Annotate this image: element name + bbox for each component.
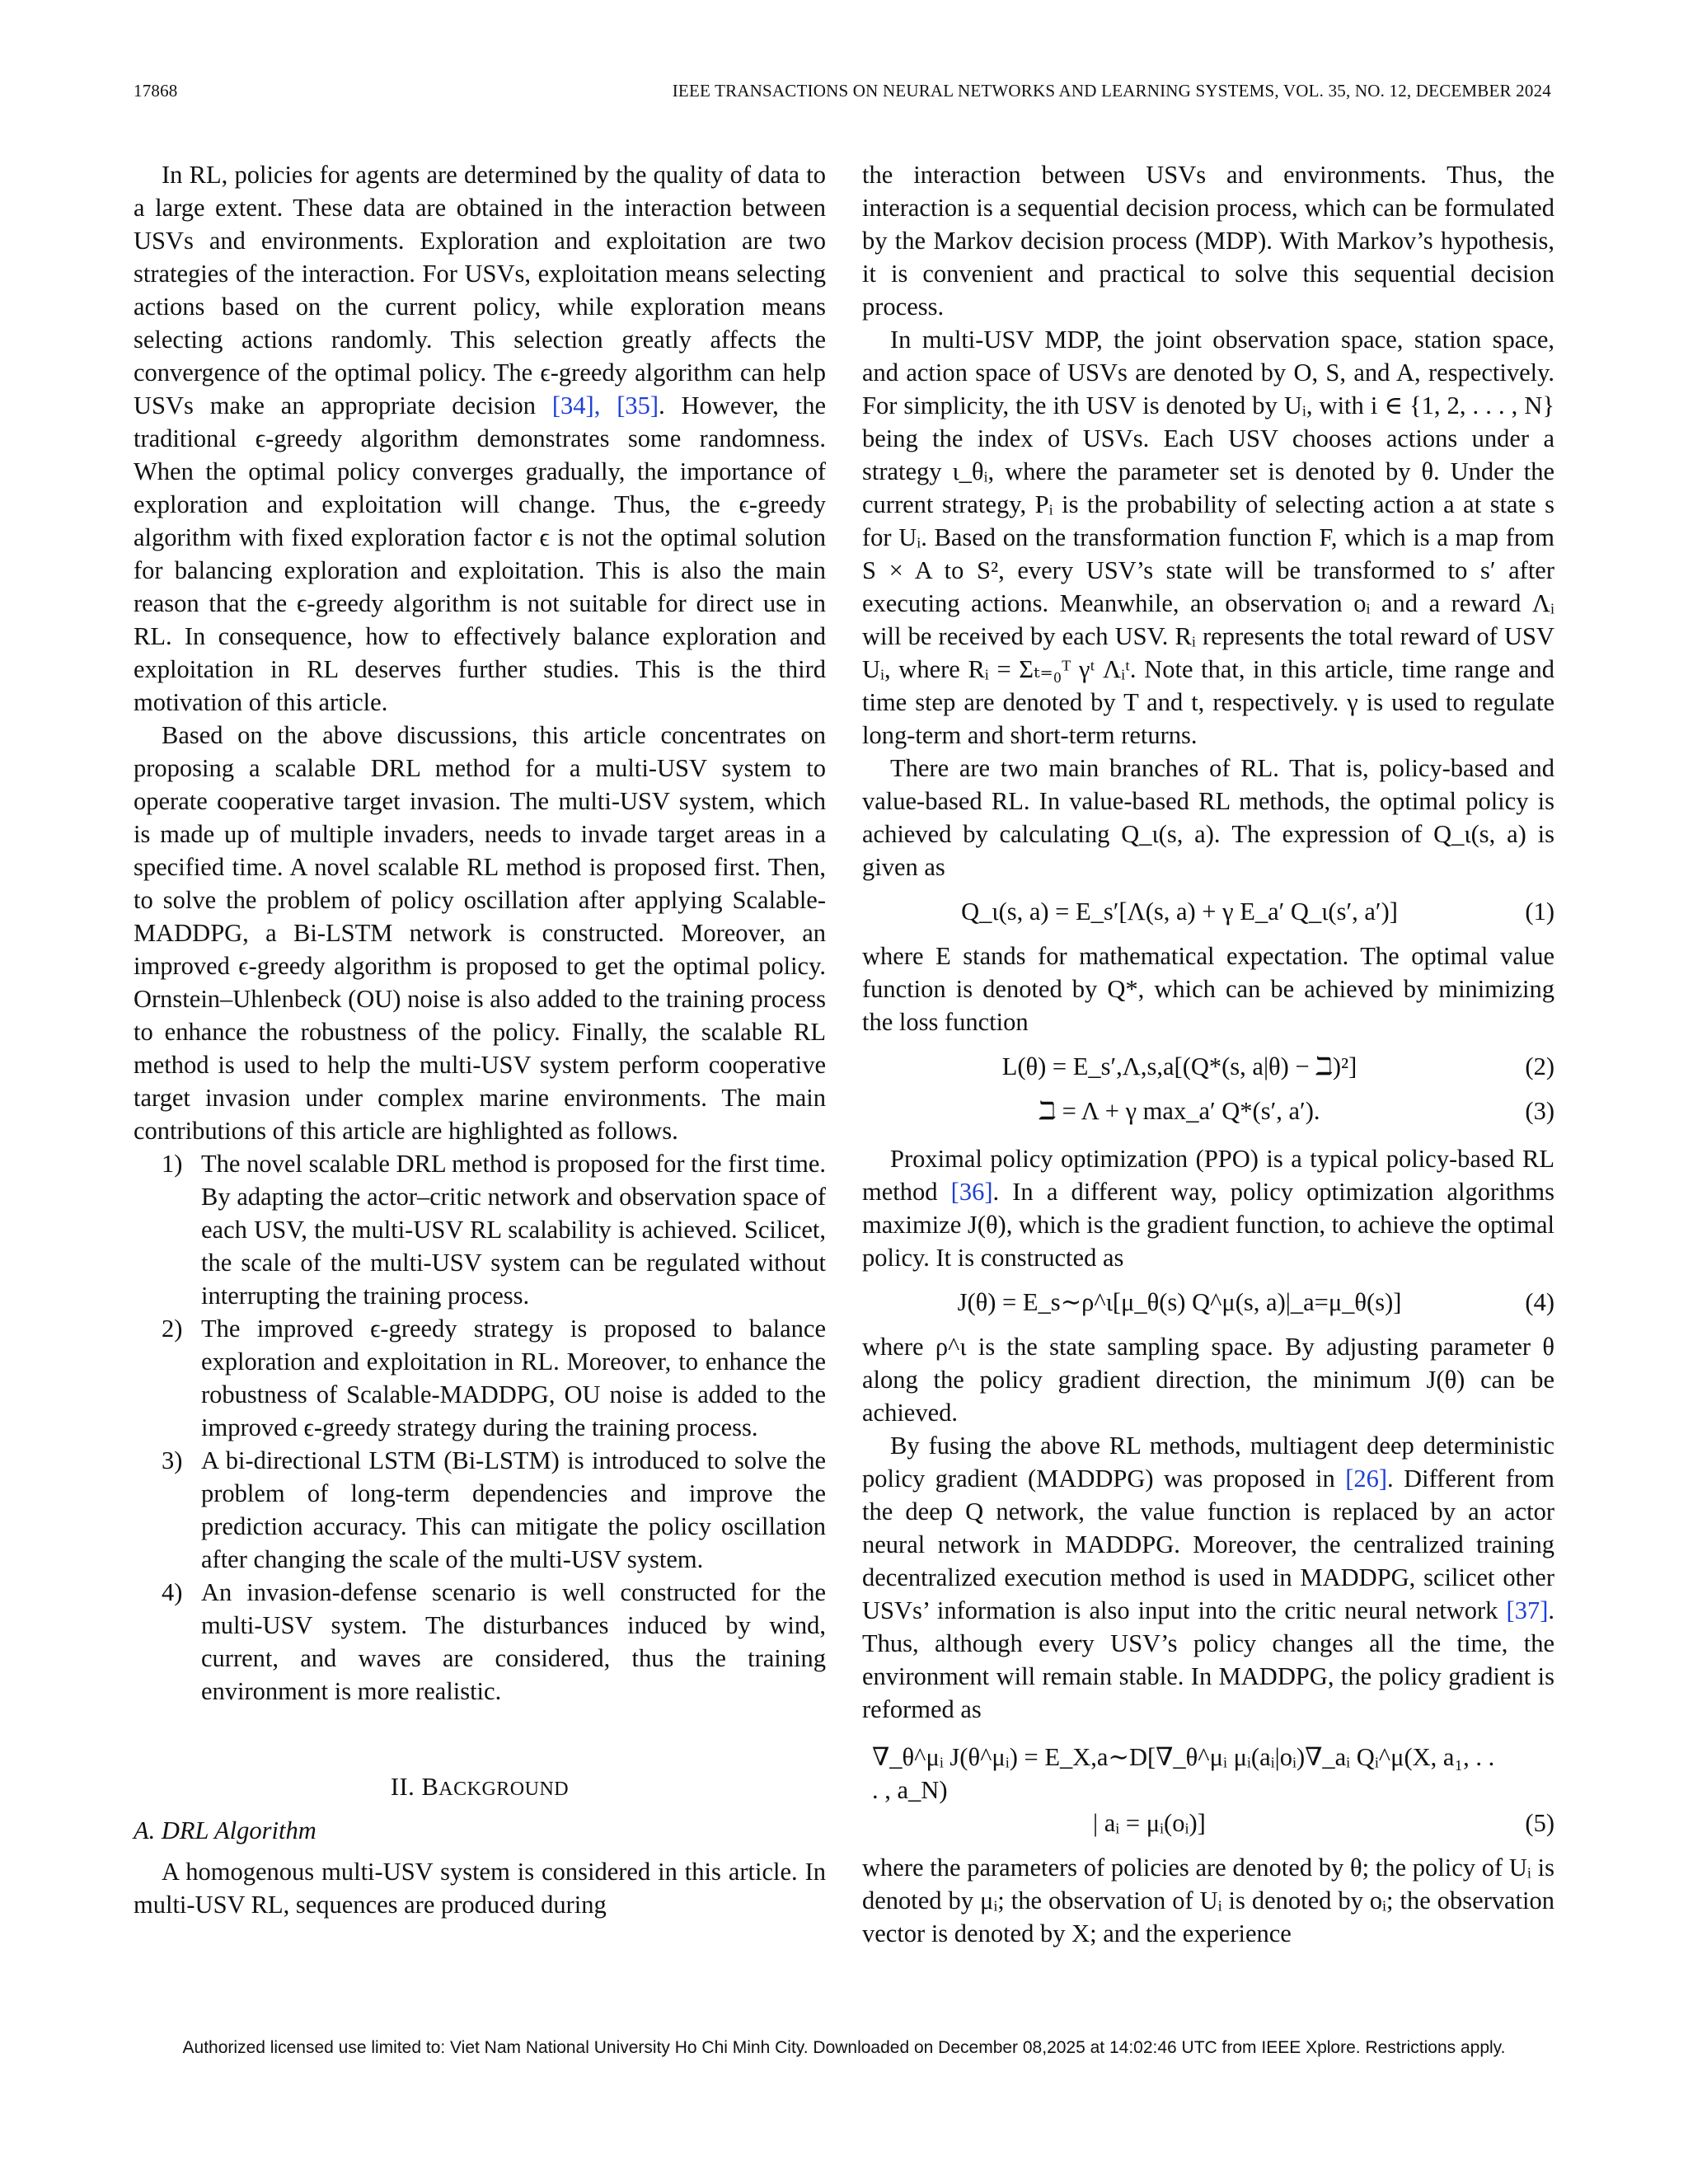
equation-number: (4) <box>1525 1288 1554 1316</box>
section-heading: II. BACKGROUND <box>390 1773 570 1801</box>
list-item: 1) The novel scalable DRL method is proposed for the first time. By adapting the actor–critic network and observation space of each USV, the multi-USV RL scalability is achieved. Scilicet, the scale of the multi-USV system can be regulated without interrupting the training process. <box>162 1150 826 1310</box>
equation-5: ∇_θ^μᵢ J(θ^μᵢ) = E_X,a∼D[∇_θ^μᵢ μᵢ(aᵢ|oᵢ)∇_aᵢ Qᵢ^μ(X, a₁, . . . , a_N) <box>872 1743 1495 1804</box>
paragraph: By fusing the above RL methods, multiagent deep deterministic policy gradient (MADDPG) was proposed in [26]. Different from the deep Q network, the value function is replaced by an actor neural network in MADDPG. Moreover, the centralized training decentralized execution method is used in MADDPG, scilicet other USVs’ information is also input into the critic neural network [37]. Thus, although every USV’s policy changes all the time, the environment will remain stable. In MADDPG, the policy gradient is reformed as <box>862 1432 1554 1723</box>
citation-link[interactable]: [26] <box>1345 1465 1388 1493</box>
paragraph: Proximal policy optimization (PPO) is a typical policy-based RL method [36]. In a different way, policy optimization algorithms maximize J(θ), which is the gradient function, to achieve the optimal policy. It is constructed as <box>862 1145 1554 1272</box>
equation-2: L(θ) = E_s′,Λ,s,a[(Q*(s, a|θ) − ℶ)²] (2) <box>862 1050 1554 1083</box>
equation-1: Q_ι(s, a) = E_s′[Λ(s, a) + γ E_a′ Q_ι(s′, a′)] (1) <box>862 895 1554 928</box>
paragraph: where the parameters of policies are denoted by θ; the policy of Uᵢ is denoted by μᵢ; the observation of Uᵢ is denoted by oᵢ; the observation vector is denoted by X; and the experience <box>862 1854 1554 1947</box>
list-item: 4) An invasion-defense scenario is well constructed for the multi-USV system. The disturbances induced by wind, current, and waves are considered, thus the training environment is more realistic. <box>162 1578 826 1705</box>
equation-5-continued: | aᵢ = μᵢ(oᵢ)] (5) <box>862 1807 1554 1840</box>
list-item: 2) The improved ϵ-greedy strategy is proposed to balance exploration and exploitation in RL. Moreover, to enhance the robustness of Scalable-MADDPG, OU noise is added to the improved ϵ-greedy strategy during the training process. <box>162 1315 826 1441</box>
right-column <box>862 158 1554 1950</box>
equation-number: (2) <box>1525 1052 1554 1080</box>
equation-number: (1) <box>1525 898 1554 926</box>
paragraph: Based on the above discussions, this article concentrates on proposing a scalable DRL method for a multi-USV system to operate cooperative target invasion. The multi-USV system, which is made up of multiple invaders, needs to invade target areas in a specified time. A novel scalable RL method is proposed first. Then, to solve the problem of policy oscillation after applying Scalable-MADDPG, a Bi-LSTM network is constructed. Moreover, an improved ϵ-greedy algorithm is proposed to get the optimal policy. Ornstein–Uhlenbeck (OU) noise is also added to the training process to enhance the robustness of the policy. Finally, the scalable RL method is used to help the multi-USV system perform cooperative target invasion under complex marine environments. The main contributions of this article are highlighted as follows. <box>134 721 826 1145</box>
equation-4: J(θ) = E_s∼ρ^ι[μ_θ(s) Q^μ(s, a)|_a=μ_θ(s)] (4) <box>862 1286 1554 1319</box>
page-number: 17868 <box>134 81 178 101</box>
equation-3: ℶ = Λ + γ max_a′ Q*(s′, a′). (3) <box>862 1094 1554 1127</box>
paragraph: In RL, policies for agents are determined by the quality of data to a large extent. These data are obtained in the interaction between USVs and environments. Exploration and exploitation are two strategies of the interaction. For USVs, exploitation means selecting actions based on the current policy, while exploration means selecting actions randomly. This selection greatly affects the convergence of the optimal policy. The ϵ-greedy algorithm can help USVs make an appropriate decision [34], [35]. However, the traditional ϵ-greedy algorithm demonstrates some randomness. When the optimal policy converges gradually, the importance of exploration and exploitation will change. Thus, the ϵ-greedy algorithm with fixed exploration factor ϵ is not the optimal solution for balancing exploration and exploitation. This is also the main reason that the ϵ-greedy algorithm is not suitable for direct use in RL. In consequence, how to effectively balance exploration and exploitation in RL deserves further studies. This is the third motivation of this article. <box>134 161 826 716</box>
equation-number: (3) <box>1525 1097 1554 1125</box>
contributions-list <box>134 1147 826 1708</box>
paragraph: where E stands for mathematical expectation. The optimal value function is denoted by Q*, which can be achieved by minimizing the loss function <box>862 942 1554 1036</box>
paragraph: where ρ^ι is the state sampling space. By adjusting parameter θ along the policy gradient direction, the minimum J(θ) can be achieved. <box>862 1333 1554 1427</box>
citation-link[interactable]: [37] <box>1506 1596 1549 1624</box>
subsection-heading: A. DRL Algorithm <box>134 1816 316 1844</box>
equation-number: (5) <box>1525 1809 1554 1837</box>
paragraph: the interaction between USVs and environments. Thus, the interaction is a sequential decision process, which can be formulated by the Markov decision process (MDP). With Markov’s hypothesis, it is convenient and practical to solve this sequential decision process. <box>862 161 1554 321</box>
license-footer: Authorized licensed use limited to: Viet Nam National University Ho Chi Minh City. Downloaded on December 08,2025 at 14:02:46 UTC from IEEE Xplore. Restrictions apply. <box>182 2038 1506 2057</box>
left-column <box>134 158 826 1921</box>
paragraph: A homogenous multi-USV system is considered in this article. In multi-USV RL, sequences are produced during <box>134 1858 826 1919</box>
paragraph: In multi-USV MDP, the joint observation space, station space, and action space of USVs are denoted by O, S, and A, respectively. For simplicity, the ith USV is denoted by Uᵢ, with i ∈ {1, 2, . . . , N} being the index of USVs. Each USV chooses actions under a strategy ι_θᵢ, where the parameter set is denoted by θ. Under the current strategy, Pᵢ is the probability of selecting action a at state s for Uᵢ. Based on the transformation function F, which is a map from S × A to S², every USV’s state will be transformed to s′ after executing actions. Meanwhile, an observation oᵢ and a reward Λᵢ will be received by each USV. Rᵢ represents the total reward of USV Uᵢ, where Rᵢ = Σₜ₌₀ᵀ γᵗ Λᵢᵗ. Note that, in this article, time range and time step are denoted by T and t, respectively. γ is used to regulate long-term and short-term returns. <box>862 326 1554 749</box>
citation-link[interactable]: [36] <box>950 1178 993 1206</box>
list-item: 3) A bi-directional LSTM (Bi-LSTM) is introduced to solve the problem of long-term dependencies and improve the prediction accuracy. This can mitigate the policy oscillation after changing the scale of the multi-USV system. <box>162 1446 826 1573</box>
paragraph: There are two main branches of RL. That is, policy-based and value-based RL. In value-based RL methods, the optimal policy is achieved by calculating Q_ι(s, a). The expression of Q_ι(s, a) is given as <box>862 754 1554 881</box>
running-header: IEEE TRANSACTIONS ON NEURAL NETWORKS AND LEARNING SYSTEMS, VOL. 35, NO. 12, DECEMBER 2024 <box>672 81 1551 101</box>
citation-link[interactable]: [34], [35] <box>551 391 659 419</box>
